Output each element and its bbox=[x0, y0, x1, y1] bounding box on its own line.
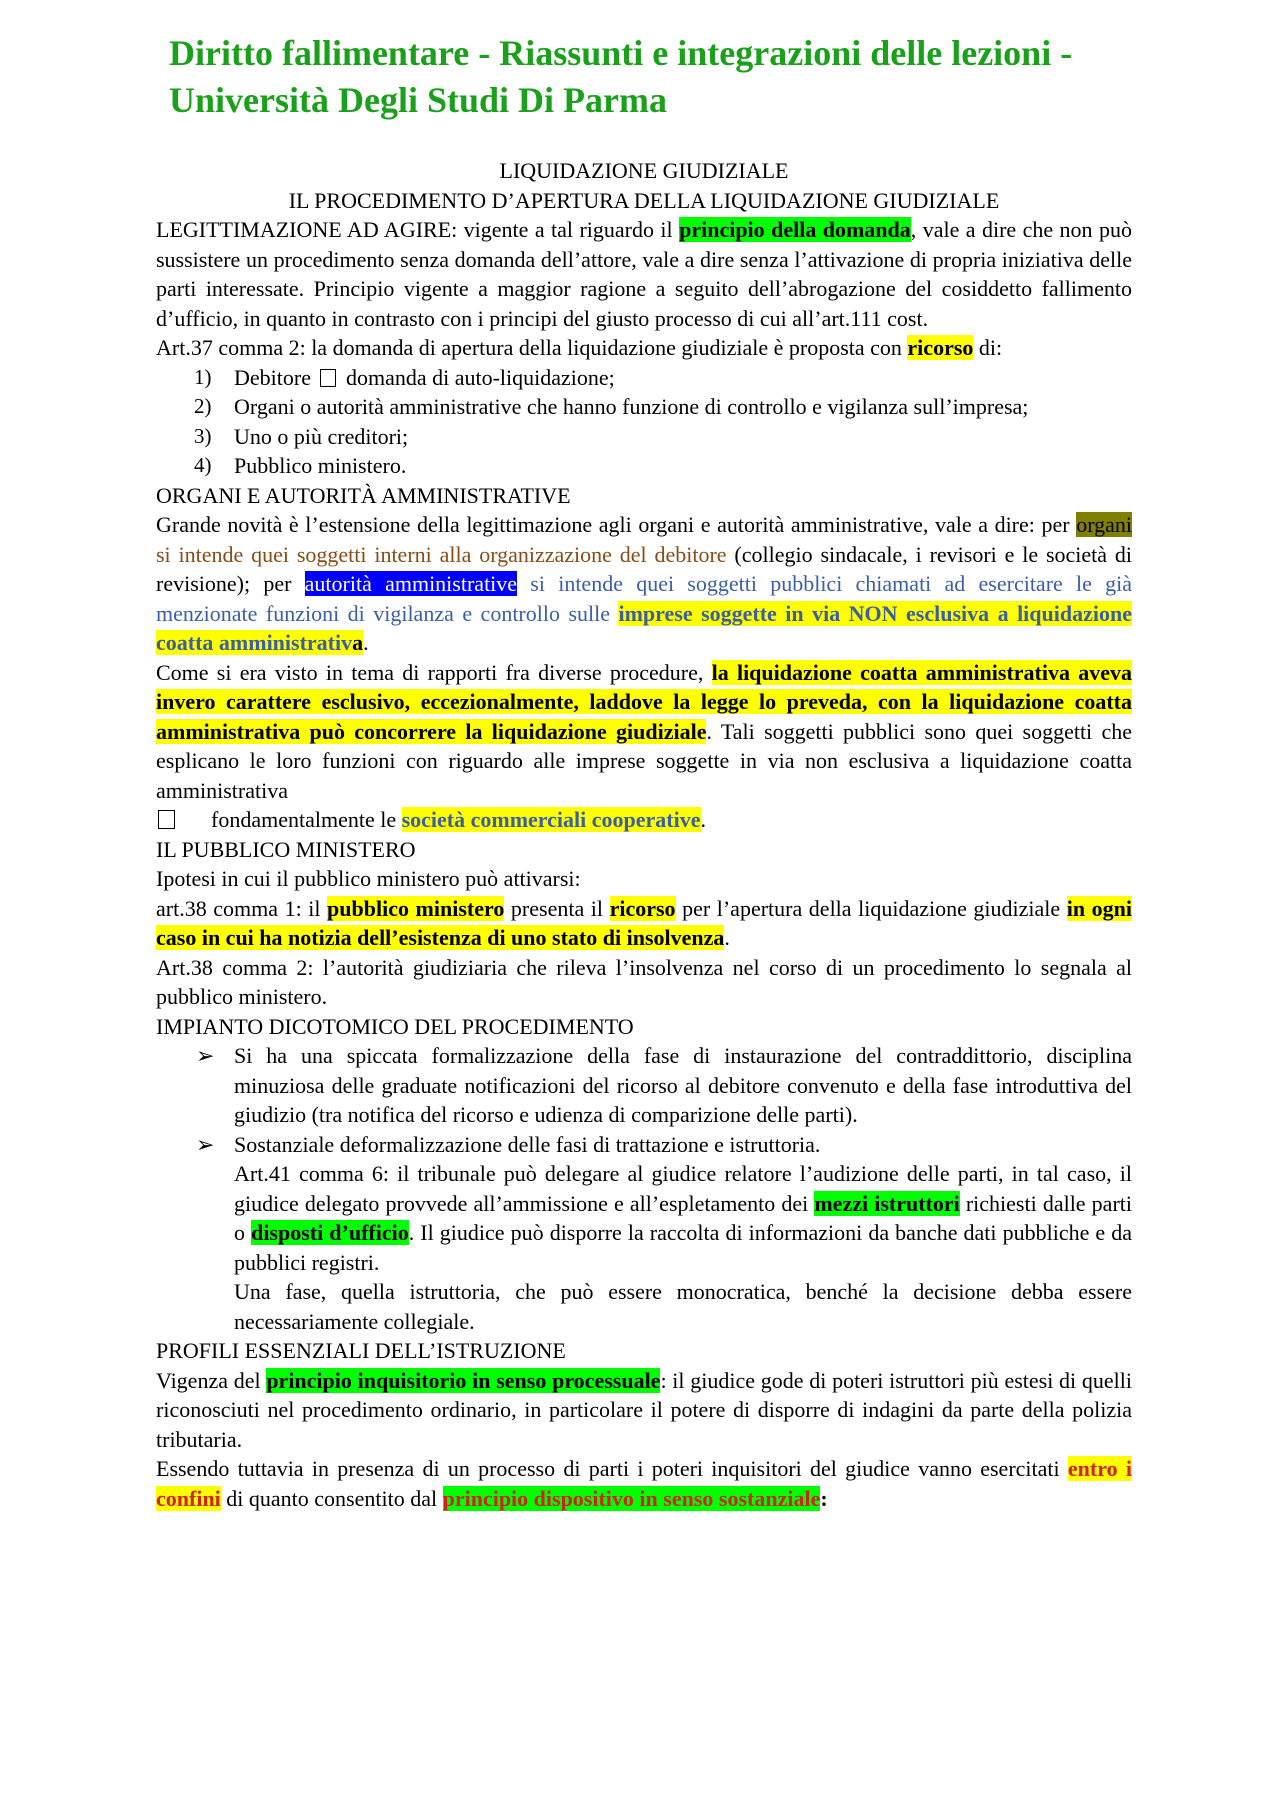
highlight-entro-confini: entro i confini bbox=[156, 1456, 1132, 1511]
list-item: 1) Debitore domanda di auto-liquidazione; bbox=[156, 363, 1064, 393]
paragraph-fase-istruttoria: Una fase, quella istruttoria, che può essere monocratica, benché la decisione debba essere necessariamente collegiale. bbox=[234, 1279, 1132, 1334]
list-item: ➢ Sostanziale deformalizzazione delle fasi di trattazione e istruttoria. Art.41 comma 6: il tribunale può delegare al giudice relatore l’audizione delle parti, in tal caso, il giudice delegato provvede all’ammissione e all’espletamento dei mezzi istruttori richiesti dalle parti o disposti d’ufficio. Il giudice può disporre la raccolta di informazioni da banche dati pubbliche e da pubblici registri. Una fase, quella istruttoria, che può essere monocratica, benché la decisione debba essere necessariamente collegiale. bbox=[156, 1130, 1132, 1337]
paragraph-rapporti: Come si era visto in tema di rapporti fra diverse procedure, la liquidazione coatta amministrativa aveva invero carattere esclusivo, eccezionalmente, laddove la legge lo preveda, con la liquidazione coatta amministrativa può concorrere la liquidazione giudiziale. Tali soggetti pubblici sono quei soggetti che esplicano le loro funzioni con riguardo alle imprese soggette in via non esclusiva a liquidazione coatta amministrativa fondamentalmente le società commerciali cooperative. bbox=[156, 659, 1133, 832]
box-icon bbox=[320, 369, 336, 387]
section-heading-procedimento: IL PROCEDIMENTO D’APERTURA DELLA LIQUIDAZIONE GIUDIZIALE bbox=[288, 187, 1000, 213]
section-heading-liquidazione: LIQUIDAZIONE GIUDIZIALE bbox=[499, 158, 789, 183]
highlight-insolvenza: in ogni caso in cui ha notizia dell’esistenza di uno stato di insolvenza bbox=[156, 895, 1132, 950]
section-heading-pm: IL PUBBLICO MINISTERO bbox=[156, 836, 416, 862]
document-title: Diritto fallimentare - Riassunti e integrazioni delle lezioni - Università Degli Studi Di Parma bbox=[169, 33, 1073, 120]
list-item: 3) Uno o più creditori; bbox=[156, 422, 1064, 452]
list-legittimati bbox=[156, 363, 1132, 481]
list-marker: 4) bbox=[194, 453, 212, 477]
highlight-ricorso-pm: ricorso bbox=[609, 895, 676, 921]
list-marker: 2) bbox=[194, 394, 212, 418]
paragraph-art37: Art.37 comma 2: la domanda di apertura della liquidazione giudiziale è proposta con ricorso di: bbox=[156, 335, 1003, 360]
section-heading-impianto: IMPIANTO DICOTOMICO DEL PROCEDIMENTO bbox=[156, 1013, 634, 1039]
paragraph-organi: Grande novità è l’estensione della legittimazione agli organi e autorità amministrative, vale a dire: per organi si intende quei soggetti interni alla organizzazione del debitore (collegio sindacale, i revisori e le società di revisione); per autorità amministrative si intende quei soggetti pubblici chiamati ad esercitare le già menzionate funzioni di vigilanza e controllo sulle imprese soggette in via NON esclusiva a liquidazione coatta amministrativa. bbox=[156, 512, 1133, 655]
list-item: 4) Pubblico ministero. bbox=[156, 451, 1064, 481]
highlight-imprese: imprese soggette in via NON esclusiva a liquidazione coatta amministrativ bbox=[156, 600, 1132, 655]
highlight-principio-dispositivo: principio dispositivo in senso sostanziale bbox=[442, 1485, 821, 1511]
section-heading-organi: ORGANI E AUTORITÀ AMMINISTRATIVE bbox=[156, 482, 571, 508]
highlight-ricorso: ricorso bbox=[907, 335, 974, 360]
list-item: ➢ Si ha una spiccata formalizzazione della fase di instaurazione del contraddittorio, disciplina minuziosa delle graduate notificazioni del ricorso al debitore convenuto e della fase introduttiva del giudizio (tra notifica del ricorso e udienza di comparizione delle parti). bbox=[196, 1043, 1132, 1127]
highlight-principio-inquisitorio: principio inquisitorio in senso processuale bbox=[266, 1367, 661, 1393]
highlight-pm: pubblico ministero bbox=[327, 895, 505, 921]
paragraph-art38-c1: art.38 comma 1: il pubblico ministero presenta il ricorso per l’apertura della liquidazione giudiziale in ogni caso in cui ha notizia dell’esistenza di uno stato di insolvenza. bbox=[156, 895, 1132, 950]
list-impianto bbox=[156, 1041, 1132, 1336]
highlight-autorita: autorità amministrative bbox=[304, 571, 518, 596]
document-body bbox=[156, 156, 1132, 1513]
highlight-cooperative: società commerciali cooperative bbox=[401, 807, 701, 832]
paragraph-art41: Art.41 comma 6: il tribunale può delegare al giudice relatore l’audizione delle parti, in tal caso, il giudice delegato provvede all’ammissione e all’espletamento dei mezzi istruttori richiesti dalle parti o disposti d’ufficio. Il giudice può disporre la raccolta di informazioni da banche dati pubbliche e da pubblici registri. bbox=[234, 1161, 1133, 1275]
paragraph-legittimazione: LEGITTIMAZIONE AD AGIRE: vigente a tal riguardo il principio della domanda, vale a dire che non può sussistere un procedimento senza domanda dell’attore, vale a dire senza l’attivazione di propria iniziativa delle parti interessate. Principio vigente a maggior ragione a seguito dell’abrogazione del cosiddetto fallimento d’ufficio, in quanto in contrasto con i principi del giusto processo di cui all’art.111 cost. bbox=[156, 217, 1132, 331]
paragraph-ipotesi: Ipotesi in cui il pubblico ministero può attivarsi: bbox=[156, 866, 581, 891]
paragraph-art38-c2: Art.38 comma 2: l’autorità giudiziaria che rileva l’insolvenza nel corso di un procedimento lo segnala al pubblico ministero. bbox=[156, 954, 1132, 1009]
highlight-disposti-ufficio: disposti d’ufficio bbox=[251, 1220, 409, 1245]
highlight-principio-domanda: principio della domanda bbox=[679, 217, 911, 242]
highlight-organi: organi bbox=[1076, 512, 1132, 537]
list-marker: 3) bbox=[194, 423, 212, 448]
paragraph-dispositivo: Essendo tuttavia in presenza di un processo di parti i poteri inquisitori del giudice vanno esercitati entro i confini di quanto consentito dal principio dispositivo in senso sostanziale: bbox=[156, 1456, 1132, 1511]
arrow-bullet-icon: ➢ bbox=[196, 1043, 215, 1068]
box-icon bbox=[158, 810, 175, 829]
list-marker: 1) bbox=[194, 364, 212, 389]
highlight-mezzi-istruttori: mezzi istruttori bbox=[814, 1190, 960, 1216]
highlight-lca: la liquidazione coatta amministrativa aveva invero carattere esclusivo, eccezionalmente, laddove la legge lo preveda, con la liquidazione coatta amministrativa può concorrere la liquidazione giudiziale bbox=[156, 659, 1132, 744]
paragraph-inquisitorio: Vigenza del principio inquisitorio in senso processuale: il giudice gode di poteri istruttori più estesi di quelli riconosciuti nel procedimento ordinario, in particolare il potere di disporre di indagini da parte della polizia tributaria. bbox=[156, 1367, 1132, 1452]
list-item: 2) Organi o autorità amministrative che hanno funzione di controllo e vigilanza sull’impresa; bbox=[156, 392, 1064, 422]
arrow-bullet-icon: ➢ bbox=[196, 1131, 215, 1157]
section-heading-profili: PROFILI ESSENZIALI DELL’ISTRUZIONE bbox=[156, 1338, 566, 1363]
